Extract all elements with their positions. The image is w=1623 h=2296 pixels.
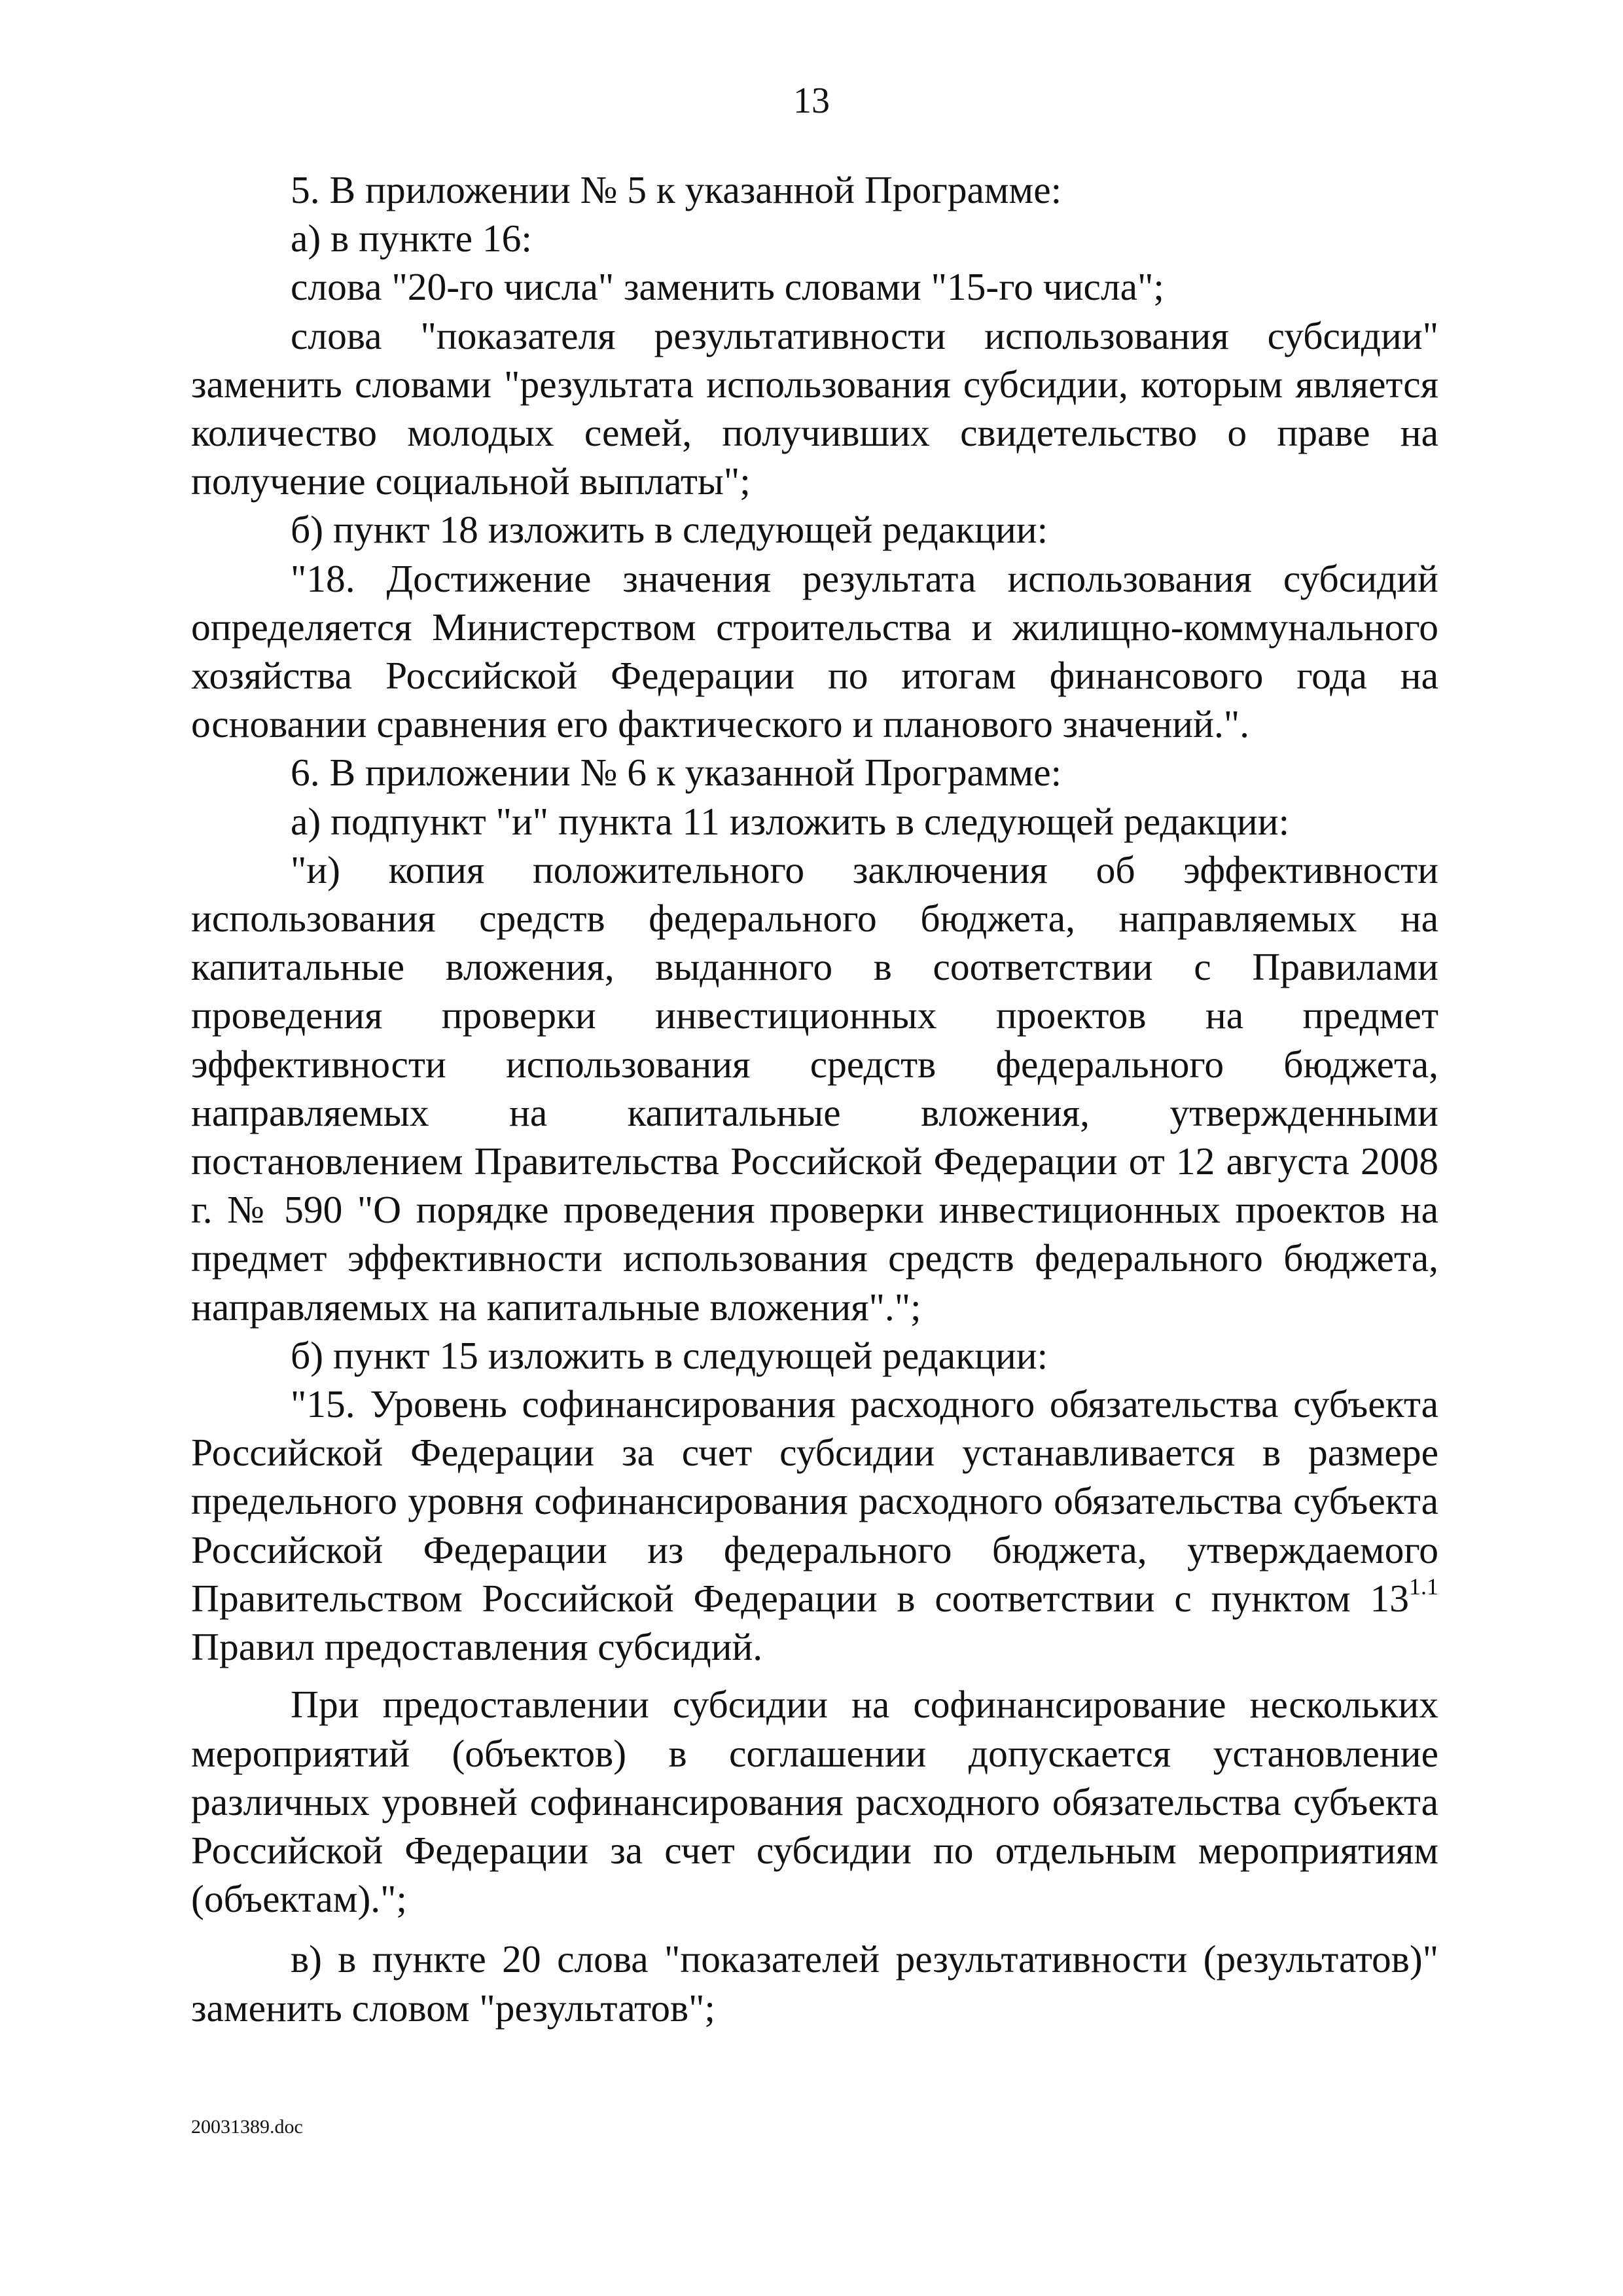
paragraph-subitem-b-6: б) пункт 15 изложить в следующей редакции:: [291, 1333, 1048, 1377]
page-number: 13: [793, 81, 830, 121]
paragraph-item-15: [191, 1380, 1438, 1671]
paragraph-cofinancing: При предоставлении субсидии на софинансирование нескольких мероприятий (объектов) в соглашении допускается установление различных уровней софинансирования расходного обязательства субъекта Российской Федерации за счет субсидии по отдельным мероприятиям (объектам).";: [191, 1683, 1438, 1921]
paragraph-subitem-a-6: а) подпункт "и" пункта 11 изложить в следующей редакции:: [291, 799, 1290, 843]
paragraph-subitem-a: а) в пункте 16:: [291, 217, 532, 260]
item-15-superscript: 1.1: [1409, 1573, 1438, 1600]
footer-doc-id: 20031389.doc: [191, 2116, 303, 2138]
paragraph-subitem-v: в) в пункте 20 слова "показателей результативности (результатов)" заменить словом "результатов";: [191, 1937, 1438, 2030]
paragraph-section-5: 5. В приложении № 5 к указанной Программе:: [291, 168, 1062, 211]
paragraph-replace-date: слова "20-го числа" заменить словами "15-го числа";: [291, 265, 1164, 309]
item-15-tail: Правил предоставления субсидий.: [191, 1625, 763, 1669]
paragraph-replace-indicator: слова "показателя результативности использования субсидии" заменить словами "результата использования субсидии, которым является количество молодых семей, получивших свидетельство о праве на получение социальной выплаты";: [191, 314, 1438, 503]
document-body: [191, 166, 1438, 2032]
paragraph-section-6: 6. В приложении № 6 к указанной Программе:: [291, 751, 1062, 795]
paragraph-item-18: "18. Достижение значения результата использования субсидий определяется Министерством строительства и жилищно-коммунального хозяйства Российской Федерации по итогам финансового года на основании сравнения его фактического и планового значений.".: [191, 556, 1438, 746]
paragraph-subitem-i: "и) копия положительного заключения об эффективности использования средств федерального бюджета, направляемых на капитальные вложения, выданного в соответствии с Правилами проведения проверки инвестиционных проектов на предмет эффективности использования средств федерального бюджета, направляемых на капитальные вложения, утвержденными постановлением Правительства Российской Федерации от 12 августа 2008 г. № 590 "О порядке проведения проверки инвестиционных проектов на предмет эффективности использования средств федерального бюджета, направляемых на капитальные вложения".";: [191, 848, 1438, 1329]
item-15-text: "15. Уровень софинансирования расходного обязательства субъекта Российской Федерации за счет субсидии устанавливается в размере предельного уровня софинансирования расходного обязательства субъекта Российской Федерации из федерального бюджета, утверждаемого Правительством Российской Федерации в соответствии с пунктом 13: [191, 1382, 1438, 1620]
paragraph-subitem-b: б) пункт 18 изложить в следующей редакции:: [291, 508, 1048, 552]
